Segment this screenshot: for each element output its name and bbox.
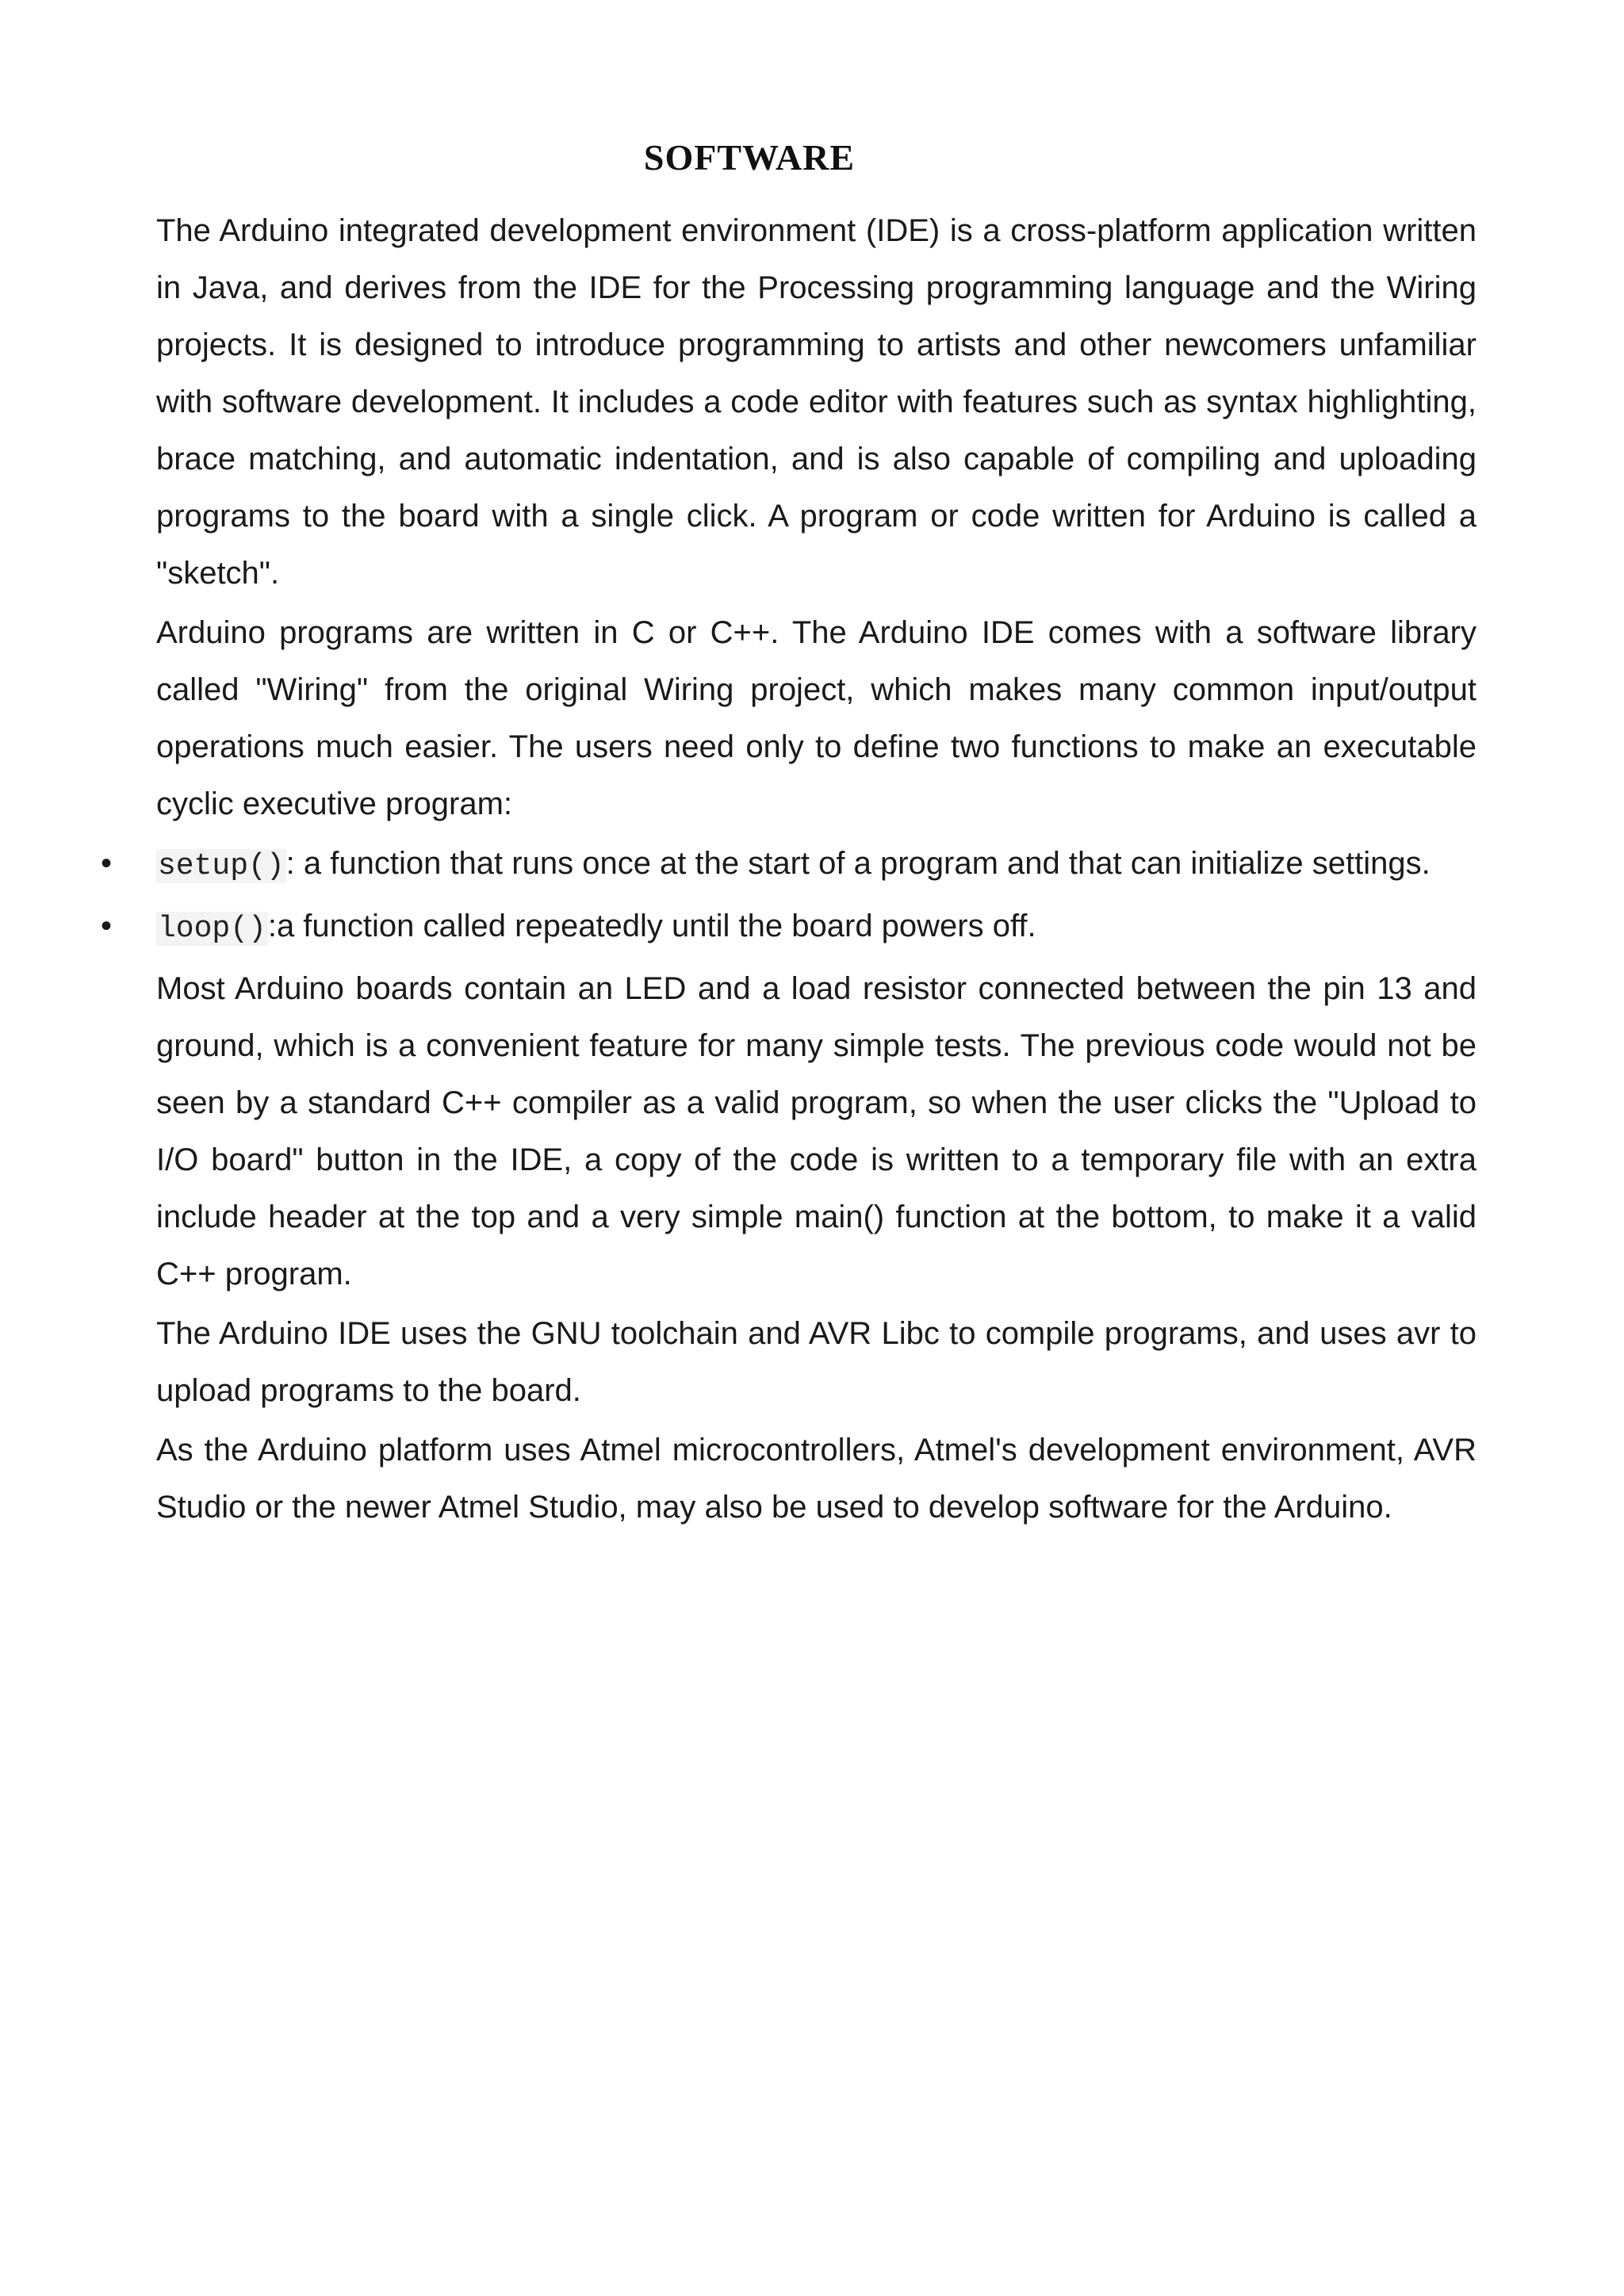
bullet-text: :a function called repeatedly until the board powers off. xyxy=(267,909,1036,943)
paragraph-ide-intro: The Arduino integrated development environment (IDE) is a cross-platform application written in Java, and derives from the IDE for the Processing programming language and the Wiring projects. It is designed to introduce programming to artists and other newcomers unfamiliar with software development. It includes a code editor with features such as syntax highlighting, brace matching, and automatic indentation, and is also capable of compiling and uploading programs to the board with a single click. A program or code written for Arduino is called a "sketch". xyxy=(156,213,1477,591)
page-title: SOFTWARE xyxy=(643,137,856,178)
code-loop: loop() xyxy=(158,912,266,946)
bullet-icon: • xyxy=(101,909,113,943)
code-setup: setup() xyxy=(158,849,285,883)
paragraph-atmel: As the Arduino platform uses Atmel microcontrollers, Atmel's development environment, AVR Studio or the newer Atmel Studio, may also be used to develop software for the Arduino. xyxy=(156,1433,1477,1525)
bullet-text: : a function that runs once at the start of a program and that can initialize settings. xyxy=(285,846,1431,881)
paragraph-toolchain: The Arduino IDE uses the GNU toolchain and AVR Libc to compile programs, and uses avr to upload programs to the board. xyxy=(156,1316,1477,1408)
paragraph-programs: Arduino programs are written in C or C++. The Arduino IDE comes with a software library called "Wiring" from the original Wiring project, which makes many common input/output operations much easier. The users need only to define two functions to make an executable cyclic executive program: xyxy=(156,615,1477,821)
body-text xyxy=(101,202,1477,1538)
bullet-icon: • xyxy=(101,846,113,881)
paragraph-led: Most Arduino boards contain an LED and a load resistor connected between the pin 13 and ground, which is a convenient feature for many simple tests. The previous code would not be seen by a standard C++ compiler as a valid program, so when the user clicks the "Upload to I/O board" button in the IDE, a copy of the code is written to a temporary file with an extra include header at the top and a very simple main() function at the bottom, to make it a valid C++ program. xyxy=(156,971,1477,1292)
list-item xyxy=(101,897,1477,958)
list-item xyxy=(101,835,1477,895)
